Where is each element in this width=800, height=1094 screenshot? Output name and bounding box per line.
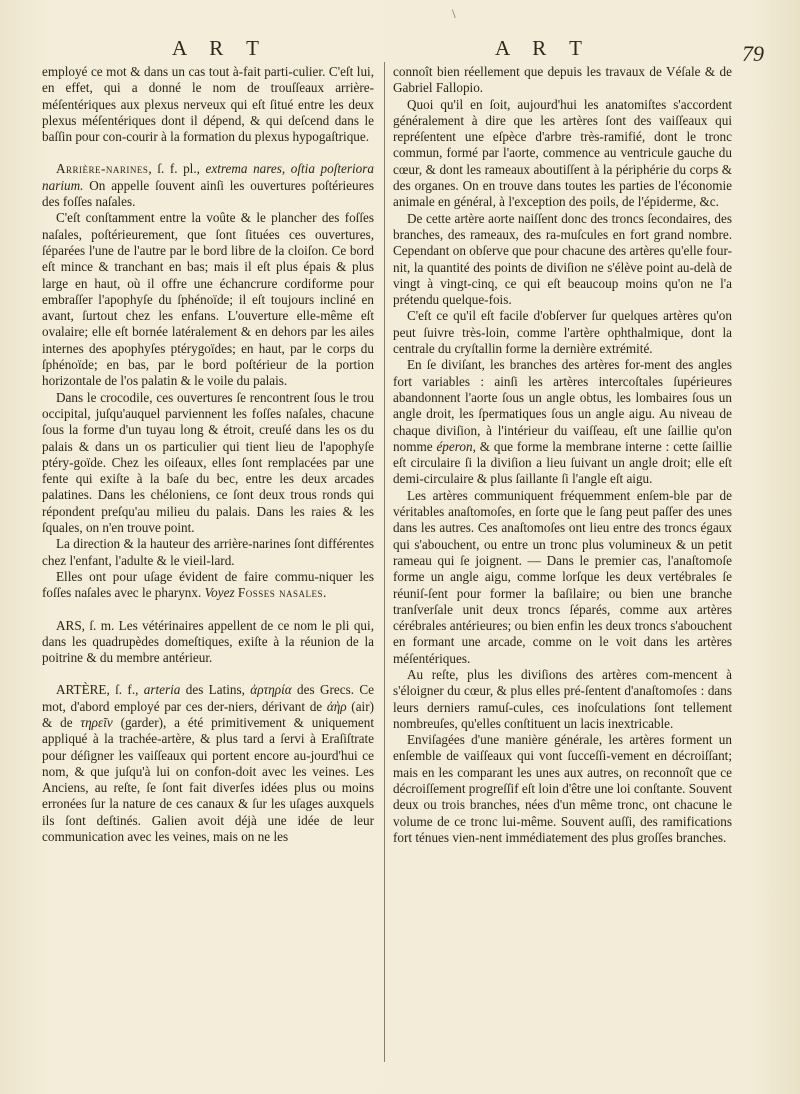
- entry-term: Arrière-narines: [56, 161, 149, 177]
- page-number: 79: [742, 41, 764, 66]
- paragraph: C'eſt conſtamment entre la voûte & le plancher des foſſes naſales, poſtérieurement, que ſont ſituées ces ouvertures, ſéparées l'une de l'autre par le bord libre de la cloiſon. Ce bord eſt mince & tranchant en bas; mais il eſt plus épais & plus large en haut, où il offre une échancrure cordiforme pour embraſſer l'apophyſe du ſphénoïde; il eſt toujours incliné en avant, ſurtout chez les enfans. L'ouverture elle-même eſt ovalaire; elle eſt bornée latéralement & en dehors par les ailes internes des apophyſes ptérygoïdes; en haut, par le corps du ſphénoïde; en bas, par le bord poſtérieur de la portion horizontale de l'os palatin & le voile du palais.: [42, 210, 374, 389]
- cross-ref-voyez: Voyez: [204, 585, 235, 601]
- entry-text: des Latins,: [180, 682, 251, 698]
- paragraph: connoît bien réellement que depuis les travaux de Véſale & de Gabriel Fallopio.: [393, 64, 732, 96]
- right-running-head: A R T: [495, 36, 591, 60]
- greek-term: ἀρτηρία: [250, 682, 292, 698]
- cross-ref-target: Fosses nasales.: [237, 585, 327, 601]
- entry-text: (air) & de: [42, 698, 374, 730]
- left-column: [42, 64, 374, 845]
- paragraph: employé ce mot & dans un cas tout à-fait parti-culier. C'eſt lui, en effet, qui a donné le nom de trouſſeaux arrière-méſentériques aux plexus nerveux qui eſt ſitué entre les deux plexus méſentériques dont il dépend, & qui deſcend dans le baſſin pour con-courir à la formation du plexus hypogaſtrique.: [42, 64, 374, 145]
- paragraph-text: En ſe diviſant, les branches des artères for-ment des angles fort variables : ainſi les artères intercoſtales ſupérieures abandonnent l'aorte ſous un angle obtus, les lombaires ſous un angle droit, les ſpermatiques ſous un angle aigu. Au niveau de chaque diviſion, à l'intérieur du vaiſſeau, eſt une ſaillie qu'on nomme: [393, 357, 732, 454]
- entry-arriere-narines: [42, 161, 374, 210]
- paragraph-text: , & que forme la membrane interne : cette ſaillie eſt circulaire ſi la diviſion a lieu ſuivant un angle droit; elle eſt demi-circulaire & plus ſaillante ſi l'angle eſt aigu.: [393, 438, 732, 487]
- greek-term: ἀὴρ: [326, 698, 347, 714]
- paragraph: [393, 357, 732, 487]
- latin-term: extrema nares, oſtia poſteriora narium.: [42, 161, 374, 193]
- right-column: [393, 64, 732, 846]
- paragraph: Au reſte, plus les diviſions des artères com-mencent à s'éloigner du cœur, & plus elles pré-ſentent d'anaſtomoſes : dans leurs derniers ramuſ-cules, ces inoſculations ſont tellement nombreuſes, qu'elles conſtituent un lacis inextricable.: [393, 666, 732, 731]
- entry-text: , ſ. f.,: [106, 682, 144, 698]
- greek-term: τηρεῖν: [80, 714, 113, 730]
- entry-text: On appelle ſouvent ainſi les ouvertures poſtérieures des foſſes naſales.: [42, 177, 374, 210]
- paragraph-text: Elles ont pour uſage évident de faire commu-niquer les foſſes naſales avec le pharynx.: [42, 568, 374, 601]
- entry-text: , ſ. m. Les vétérinaires appellent de ce nom le pli qui, dans les quadrupèdes domeſtiques, exiſte à la réunion de la poitrine & du membre antérieur.: [42, 617, 374, 666]
- entry-artere: [42, 682, 374, 845]
- paragraph: Les artères communiquent fréquemment enſem-ble par de véritables anaſtomoſes, en ſorte que le ſang peut paſſer des unes dans les autres. Ces anaſtomoſes ont lieu entre des troncs égaux qui s'abouchent, ou entre un tronc plus volumineux & un petit rameau qui ſe joignent. — Dans le premier cas, l'anaſtomoſe forme un angle aigu, comme lorſque les deux vertébrales ſe réuniſ-ſent pour former la baſilaire; ou bien une branche tranſverſale unit deux troncs ſéparés, comme aux artères cérébrales antérieures; ou bien enfin les deux troncs s'abouchent en formant une arcade, comme on le voit dans les artères méſentériques.: [393, 487, 732, 666]
- paragraph: La direction & la hauteur des arrière-narines ſont différentes chez l'enfant, l'adulte & le vieil-lard.: [42, 536, 374, 568]
- column-rule: [384, 62, 385, 1062]
- entry-term: ARS: [56, 617, 82, 633]
- latin-term: arteria: [143, 682, 181, 698]
- paragraph: Dans le crocodile, ces ouvertures ſe rencontrent ſous le trou occipital, juſqu'auquel parviennent les foſſes naſales, chacune ſous la forme d'un tuyau long & étroit, creuſé dans les os du palais & dans un os particulier qui tient lieu de l'apophyſe ptéry-goïde. Chez les oiſeaux, elles ſont remplacées par une fente qui exiſte à la baſe du bec, entre les deux arcades palatines. Dans les chéloniens, ce ſont deux trous ronds qui répondent preſqu'au milieu du palais. Dans les raies & les ſquales, on n'en trouve point.: [42, 389, 374, 536]
- paragraph: C'eſt ce qu'il eſt facile d'obſerver ſur quelques artères qu'on peut ſuivre très-loin, comme l'artère ophthalmique, dont la centrale du cryſtallin forme la dernière extrémité.: [393, 308, 732, 357]
- paragraph: De cette artère aorte naiſſent donc des troncs ſecondaires, des branches, des rameaux, des ra-muſcules en fort grand nombre. Cependant on obſerve que pour chacune des artères qu'elle four-nit, la quantité des points de diviſion ne s'élève point au-delà de vingt à vingt-cinq, ce qui eſt beaucoup moins qu'on ne l'a prétendu quelque-fois.: [393, 210, 732, 308]
- entry-term: ARTÈRE: [56, 682, 107, 698]
- paragraph: [42, 569, 374, 602]
- paragraph: Quoi qu'il en ſoit, aujourd'hui les anatomiſtes s'accordent généralement à dire que les artères ſont des vaiſſeaux qui repréſentent une eſpèce d'arbre très-ramifié, dont le tronc commun, formé par l'aorte, commence au ventricule gauche du cœur, & dont les rameaux aboutiſſent à la périphérie du corps & des organes. On en trouve dans toutes les parties de l'économie animale en général, à l'exception des poils, de l'épiderme, &c.: [393, 96, 732, 210]
- term-eperon: éperon: [436, 438, 473, 454]
- entry-text: des Grecs. Ce mot, d'abord employé par ces der-niers, dérivant de: [42, 682, 374, 714]
- entry-text: , ſ. f. pl.,: [148, 161, 206, 177]
- entry-ars: [42, 618, 374, 667]
- entry-text: (garder), a été primitivement & uniquement appliqué à la trachée-artère, & plus tard a ſervi à Eraſiſtrate pour déſigner les vaiſſeaux qui portent encore au-jourd'hui ce nom, & que juſqu'à lui on confon-doit avec les veines. Les Anciens, au reſte, ſe ſont fait diverſes idées plus ou moins erronées ſur la nature de ces canaux & ſur les uſages auxquels ils ſont deſtinés. Galien avoit déjà une idée de leur communication avec les veines, mais on ne les: [42, 714, 374, 845]
- paragraph: Enviſagées d'une manière générale, les artères forment un enſemble de vaiſſeaux qui vont ſucceſſi-vement en décroiſſant; mais en les comparant les unes aux autres, on reconnoît que ce décroiſſement progreſſif eſt loin d'être une loi conſtante. Souvent deux ou trois branches, nées d'un même tronc, ont chacune le volume de ce tronc lui-même. Souvent auſſi, des ramifications fort ténues vien-nent immédiatement des plus groſſes branches.: [393, 732, 732, 845]
- left-running-head: A R T: [172, 36, 268, 60]
- margin-mark: \: [452, 6, 456, 21]
